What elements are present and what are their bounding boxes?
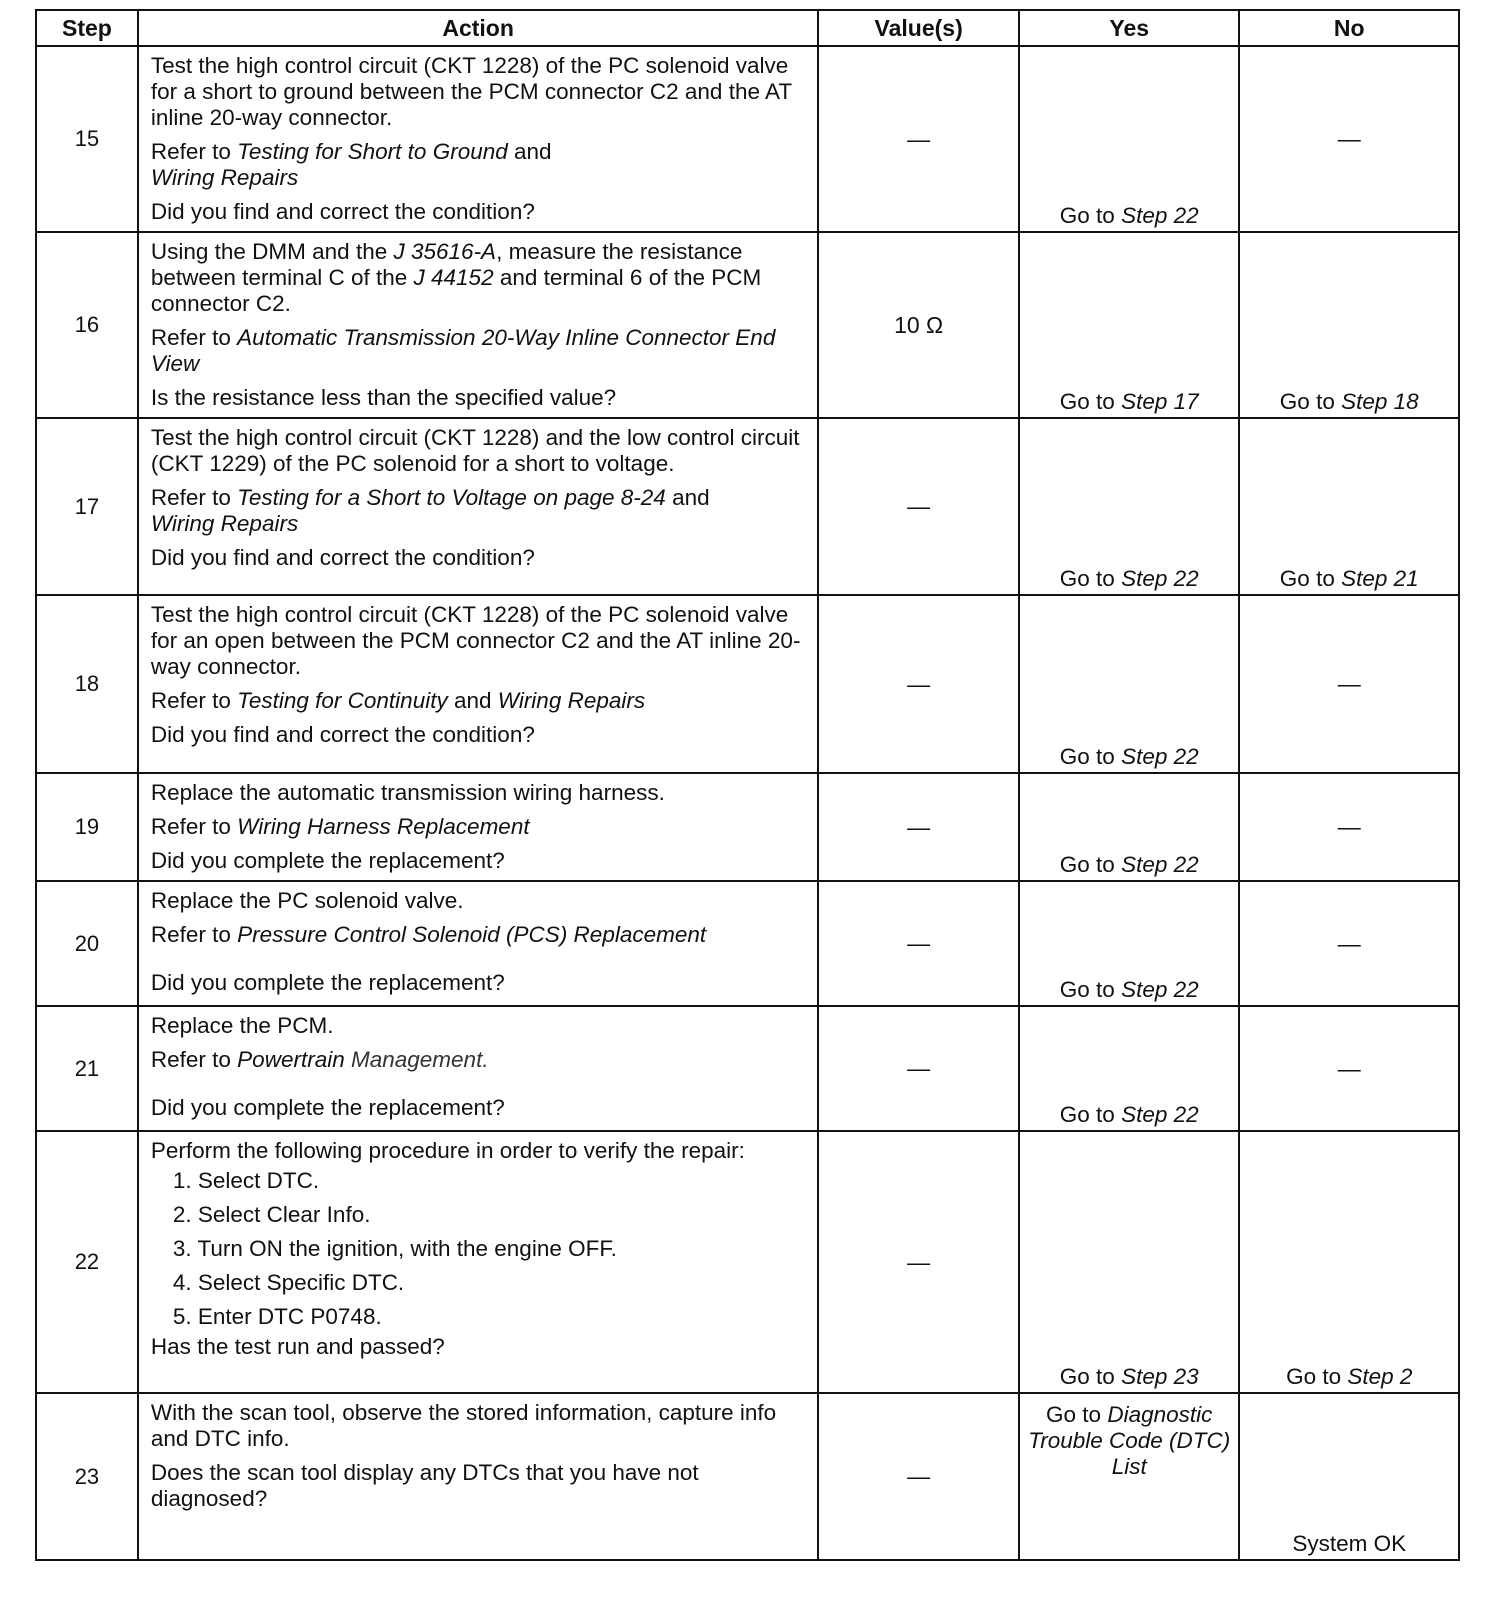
step-number: 23: [36, 1393, 138, 1560]
yes-cell: Go to Step 17: [1019, 232, 1240, 418]
value-cell: —: [818, 46, 1019, 232]
refer-link[interactable]: Wiring Repairs: [150, 511, 299, 536]
yes-link[interactable]: Step 22: [1121, 852, 1199, 877]
refer-link[interactable]: Powertrain: [237, 1047, 345, 1072]
refer-line: Refer to Testing for a Short to Voltage on page 8-24 and Wiring Repairs: [150, 485, 710, 536]
table-row: [36, 46, 1459, 232]
no-cell: —: [1239, 46, 1459, 232]
table-row: [36, 1006, 1459, 1131]
action-text: Test the high control circuit (CKT 1228) of the PC solenoid valve for an open between the PCM connector C2 and the AT inline 20-way connector.: [150, 602, 801, 679]
action-question: Did you complete the replacement?: [150, 1095, 505, 1120]
yes-cell: Go to Diagnostic Trouble Code (DTC) List: [1019, 1393, 1240, 1560]
refer-link[interactable]: Testing for Continuity: [237, 688, 448, 713]
action-cell: [138, 1131, 819, 1393]
list-item: 2. Select Clear Info.: [172, 1202, 371, 1227]
value-cell: —: [818, 1393, 1019, 1560]
value-cell: —: [818, 881, 1019, 1006]
refer-line: Refer to Powertrain Management.: [150, 1047, 489, 1072]
tool-link[interactable]: J 44152: [413, 265, 494, 290]
step-number: 15: [36, 46, 138, 232]
tool-link[interactable]: J 35616-A: [393, 239, 497, 264]
action-text: With the scan tool, observe the stored information, capture info and DTC info.: [150, 1400, 777, 1451]
action-text: Replace the automatic transmission wiring harness.: [150, 780, 665, 805]
step-number: 16: [36, 232, 138, 418]
action-cell: [138, 773, 819, 881]
yes-link[interactable]: Step 22: [1121, 566, 1199, 591]
header-values: Value(s): [818, 10, 1019, 46]
refer-line: Refer to Pressure Control Solenoid (PCS) Replacement: [150, 922, 707, 947]
yes-link[interactable]: Diagnostic Trouble Code (DTC) List: [1028, 1402, 1231, 1479]
refer-line: Refer to Wiring Harness Replacement: [150, 814, 530, 839]
diagnostic-table: [35, 9, 1460, 1561]
yes-link[interactable]: Step 22: [1121, 1102, 1199, 1127]
refer-link[interactable]: Pressure Control Solenoid (PCS) Replacement: [237, 922, 707, 947]
list-item: 1. Select DTC.: [172, 1168, 320, 1193]
table-row: [36, 773, 1459, 881]
action-question: Did you find and correct the condition?: [150, 199, 535, 224]
no-cell: Go to Step 21: [1239, 418, 1459, 595]
table-row: [36, 1393, 1459, 1560]
refer-line: Refer to Automatic Transmission 20-Way Inline Connector End View: [150, 325, 776, 376]
step-number: 20: [36, 881, 138, 1006]
step-number: 21: [36, 1006, 138, 1131]
step-number: 22: [36, 1131, 138, 1393]
table-row: [36, 232, 1459, 418]
header-action: Action: [138, 10, 819, 46]
no-cell: —: [1239, 773, 1459, 881]
no-cell: Go to Step 2: [1239, 1131, 1459, 1393]
procedure-list: [151, 1164, 808, 1334]
no-cell: —: [1239, 1006, 1459, 1131]
no-link[interactable]: Step 18: [1341, 389, 1419, 414]
list-item: 5. Enter DTC P0748.: [172, 1304, 382, 1329]
table-row: [36, 595, 1459, 773]
no-link[interactable]: Step 2: [1347, 1364, 1413, 1389]
header-no: No: [1239, 10, 1459, 46]
yes-cell: Go to Step 23: [1019, 1131, 1240, 1393]
refer-link[interactable]: Testing for a Short to Voltage on page 8-24: [237, 485, 666, 510]
step-number: 18: [36, 595, 138, 773]
refer-link[interactable]: Wiring Harness Replacement: [237, 814, 530, 839]
list-item: 4. Select Specific DTC.: [172, 1270, 405, 1295]
header-row: [36, 10, 1459, 46]
action-text: Replace the PCM.: [150, 1013, 334, 1038]
action-cell: [138, 595, 819, 773]
system-ok-text: System OK: [1292, 1531, 1407, 1556]
action-cell: [138, 232, 819, 418]
yes-cell: Go to Step 22: [1019, 1006, 1240, 1131]
yes-link[interactable]: Step 17: [1121, 389, 1199, 414]
step-number: 17: [36, 418, 138, 595]
table-row: [36, 418, 1459, 595]
action-question: Did you find and correct the condition?: [150, 722, 535, 747]
yes-link[interactable]: Step 22: [1121, 977, 1199, 1002]
no-link[interactable]: Step 21: [1341, 566, 1419, 591]
action-cell: [138, 418, 819, 595]
value-cell: —: [818, 773, 1019, 881]
refer-line: Refer to Testing for Continuity and Wiring Repairs: [150, 688, 646, 713]
action-question: Is the resistance less than the specified value?: [150, 385, 617, 410]
header-step: Step: [36, 10, 138, 46]
action-cell: [138, 1006, 819, 1131]
refer-link[interactable]: Testing for Short to Ground: [237, 139, 508, 164]
value-cell: 10 Ω: [818, 232, 1019, 418]
refer-link[interactable]: Wiring Repairs: [150, 165, 299, 190]
yes-link[interactable]: Step 23: [1121, 1364, 1199, 1389]
no-cell: —: [1239, 595, 1459, 773]
yes-link[interactable]: Step 22: [1121, 203, 1199, 228]
action-cell: [138, 1393, 819, 1560]
action-question: Has the test run and passed?: [150, 1334, 445, 1359]
action-text: Perform the following procedure in order to verify the repair:: [150, 1138, 745, 1163]
table-row: [36, 881, 1459, 1006]
no-cell: Go to Step 18: [1239, 232, 1459, 418]
action-text: Replace the PC solenoid valve.: [150, 888, 464, 913]
action-text: Test the high control circuit (CKT 1228) of the PC solenoid valve for a short to ground between the PCM connector C2 and the AT inline 20-way connector.: [150, 53, 792, 130]
action-cell: [138, 881, 819, 1006]
yes-cell: Go to Step 22: [1019, 46, 1240, 232]
value-cell: —: [818, 1006, 1019, 1131]
refer-line: Refer to Testing for Short to Ground and Wiring Repairs: [150, 139, 552, 190]
no-cell: —: [1239, 881, 1459, 1006]
value-cell: —: [818, 1131, 1019, 1393]
yes-cell: Go to Step 22: [1019, 881, 1240, 1006]
action-text: Test the high control circuit (CKT 1228) and the low control circuit (CKT 1229) of the PC solenoid for a short to voltage.: [150, 425, 800, 476]
action-question: Did you find and correct the condition?: [150, 545, 535, 570]
value-cell: —: [818, 595, 1019, 773]
action-question: Does the scan tool display any DTCs that you have not diagnosed?: [150, 1460, 699, 1511]
value-cell: —: [818, 418, 1019, 595]
header-yes: Yes: [1019, 10, 1240, 46]
refer-link[interactable]: Automatic Transmission 20-Way Inline Connector End View: [150, 325, 776, 376]
refer-link[interactable]: Wiring Repairs: [497, 688, 646, 713]
yes-link[interactable]: Step 22: [1121, 744, 1199, 769]
action-question: Did you complete the replacement?: [150, 970, 505, 995]
yes-cell: Go to Step 22: [1019, 595, 1240, 773]
no-cell: [1239, 1393, 1459, 1560]
yes-cell: Go to Step 22: [1019, 773, 1240, 881]
action-text: Using the DMM and the J 35616-A, measure the resistance between terminal C of the J 44152 and terminal 6 of the PCM connector C2.: [150, 239, 762, 316]
yes-cell: Go to Step 22: [1019, 418, 1240, 595]
action-cell: [138, 46, 819, 232]
table-row: [36, 1131, 1459, 1393]
action-question: Did you complete the replacement?: [150, 848, 505, 873]
list-item: 3. Turn ON the ignition, with the engine OFF.: [172, 1236, 617, 1261]
step-number: 19: [36, 773, 138, 881]
